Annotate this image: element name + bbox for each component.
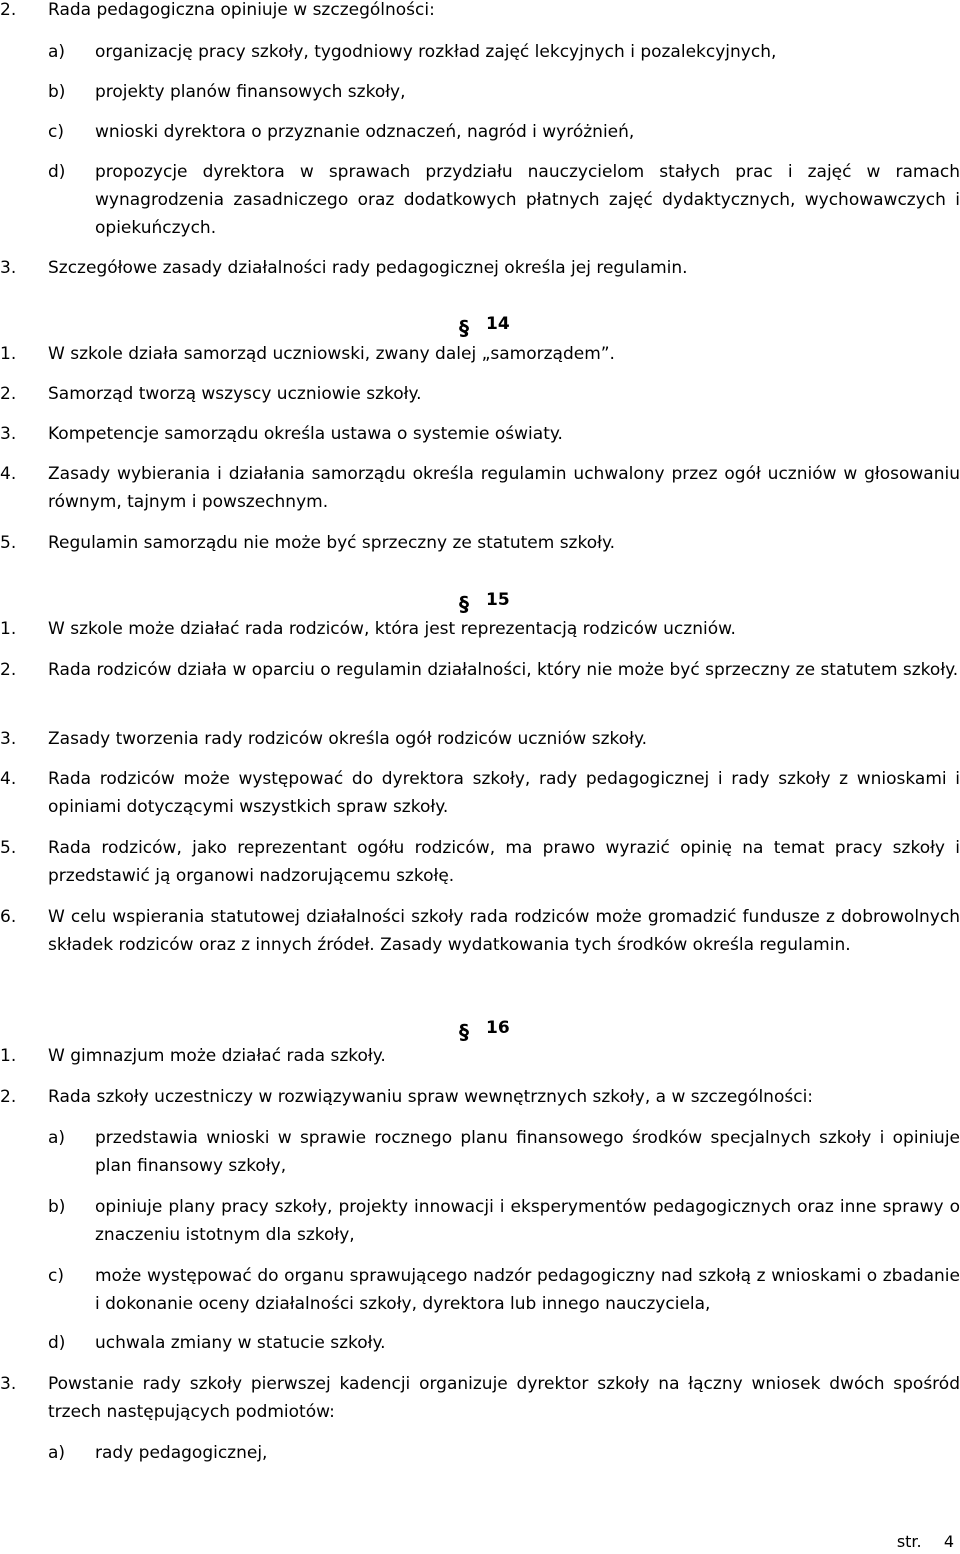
paragraph-number: 2. bbox=[0, 384, 17, 404]
page-footer bbox=[897, 1532, 954, 1551]
section-number: 15 bbox=[486, 590, 510, 610]
list-label: d) bbox=[48, 162, 66, 182]
paragraph-number: 2. bbox=[0, 660, 17, 680]
list-item-text: propozycje dyrektora w sprawach przydziału nauczycielom stałych prac i zajęć w ramach wynagrodzenia zasadniczego oraz dodatkowych płatnych zajęć dydaktycznych, wychowawczych i opiekuńczych. bbox=[95, 162, 960, 238]
page-label: str. bbox=[896, 1532, 922, 1551]
paragraph-number: 5. bbox=[0, 838, 17, 858]
paragraph-text: W szkole działa samorząd uczniowski, zwany dalej „samorządem”. bbox=[48, 344, 615, 364]
list-label: c) bbox=[48, 122, 64, 142]
paragraph-number: 4. bbox=[0, 769, 17, 789]
paragraph-text: Zasady tworzenia rady rodziców określa ogół rodziców uczniów szkoły. bbox=[48, 729, 648, 749]
svg-text:§: § bbox=[459, 317, 469, 339]
paragraph-text: W gimnazjum może działać rada szkoły. bbox=[48, 1046, 386, 1066]
list-item-text: przedstawia wnioski w sprawie rocznego planu finansowego środków specjalnych szkoły i opiniuje plan finansowy szkoły, bbox=[95, 1128, 960, 1176]
paragraph-text: Regulamin samorządu nie może być sprzeczny ze statutem szkoły. bbox=[48, 533, 615, 553]
paragraph-number: 5. bbox=[0, 533, 17, 553]
paragraph-number: 1. bbox=[0, 1046, 17, 1066]
paragraph-text: Rada rodziców, jako reprezentant ogółu rodziców, ma prawo wyrazić opinię na temat pracy szkoły i przedstawić ją organowi nadzorującemu szkołę. bbox=[48, 838, 960, 886]
paragraph-text: Powstanie rady szkoły pierwszej kadencji organizuje dyrektor szkoły na łączny wniosek dwóch spośród trzech następujących podmiotów: bbox=[48, 1374, 960, 1422]
paragraph-number: 3. bbox=[0, 258, 17, 278]
paragraph-text: Zasady wybierania i działania samorządu określa regulamin uchwalony przez ogół uczniów w głosowaniu równym, tajnym i powszechnym. bbox=[48, 464, 960, 512]
section-number: 14 bbox=[486, 314, 510, 334]
svg-text:§: § bbox=[459, 1021, 469, 1043]
paragraph-text: Rada rodziców działa w oparciu o regulamin działalności, który nie może być sprzeczny ze statutem szkoły. bbox=[48, 660, 959, 680]
list-label: a) bbox=[48, 1443, 66, 1463]
paragraph-text: Rada szkoły uczestniczy w rozwiązywaniu spraw wewnętrznych szkoły, a w szczególności: bbox=[48, 1087, 814, 1107]
paragraph-number: 2. bbox=[0, 1087, 17, 1107]
list-item-text: organizację pracy szkoły, tygodniowy rozkład zajęć lekcyjnych i pozalekcyjnych, bbox=[95, 42, 777, 62]
list-item-text: wnioski dyrektora o przyznanie odznaczeń, nagród i wyróżnień, bbox=[95, 122, 635, 142]
list-label: b) bbox=[48, 82, 66, 102]
svg-text:§: § bbox=[459, 593, 469, 615]
paragraph-number: 2. bbox=[0, 0, 17, 20]
list-item-text: może występować do organu sprawującego nadzór pedagogiczny nad szkołą z wnioskami o zbadanie i dokonanie oceny działalności szkoły, dyrektora lub innego nauczyciela, bbox=[95, 1266, 960, 1314]
list-item-text: uchwala zmiany w statucie szkoły. bbox=[95, 1333, 386, 1353]
paragraph-number: 4. bbox=[0, 464, 17, 484]
section-heading-15 bbox=[458, 590, 510, 615]
list-item-text: opiniuje plany pracy szkoły, projekty innowacji i eksperymentów pedagogicznych oraz inne sprawy o znaczeniu istotnym dla szkoły, bbox=[95, 1197, 960, 1245]
section-sign-icon bbox=[458, 593, 472, 615]
paragraph-text: Rada pedagogiczna opiniuje w szczególności: bbox=[48, 0, 435, 20]
list-label: d) bbox=[48, 1333, 66, 1353]
section-heading-14 bbox=[458, 314, 510, 339]
paragraph-text: W celu wspierania statutowej działalności szkoły rada rodziców może gromadzić fundusze z dobrowolnych składek rodziców oraz z innych źródeł. Zasady wydatkowania tych środków określa regulamin. bbox=[48, 907, 960, 955]
list-label: a) bbox=[48, 1128, 66, 1148]
list-label: b) bbox=[48, 1197, 66, 1217]
list-item-text: projekty planów finansowych szkoły, bbox=[95, 82, 406, 102]
section-heading-16 bbox=[458, 1018, 510, 1043]
paragraph-number: 3. bbox=[0, 729, 17, 749]
list-label: c) bbox=[48, 1266, 64, 1286]
paragraph-number: 1. bbox=[0, 619, 17, 639]
paragraph-text: W szkole może działać rada rodziców, która jest reprezentacją rodziców uczniów. bbox=[48, 619, 736, 639]
list-label: a) bbox=[48, 42, 66, 62]
paragraph-number: 3. bbox=[0, 424, 17, 444]
section-sign-icon bbox=[458, 1021, 472, 1043]
paragraph-number: 1. bbox=[0, 344, 17, 364]
list-item-text: rady pedagogicznej, bbox=[95, 1443, 268, 1463]
section-number: 16 bbox=[486, 1018, 510, 1038]
section-sign-icon bbox=[458, 317, 472, 339]
paragraph-text: Kompetencje samorządu określa ustawa o systemie oświaty. bbox=[48, 424, 563, 444]
paragraph-text: Samorząd tworzą wszyscy uczniowie szkoły. bbox=[48, 384, 422, 404]
page-number: 4 bbox=[943, 1532, 954, 1551]
paragraph-text: Szczegółowe zasady działalności rady pedagogicznej określa jej regulamin. bbox=[48, 258, 688, 278]
paragraph-text: Rada rodziców może występować do dyrektora szkoły, rady pedagogicznej i rady szkoły z wnioskami i opiniami dotyczącymi wszystkich spraw szkoły. bbox=[48, 769, 960, 817]
paragraph-number: 3. bbox=[0, 1374, 17, 1394]
paragraph-number: 6. bbox=[0, 907, 17, 927]
